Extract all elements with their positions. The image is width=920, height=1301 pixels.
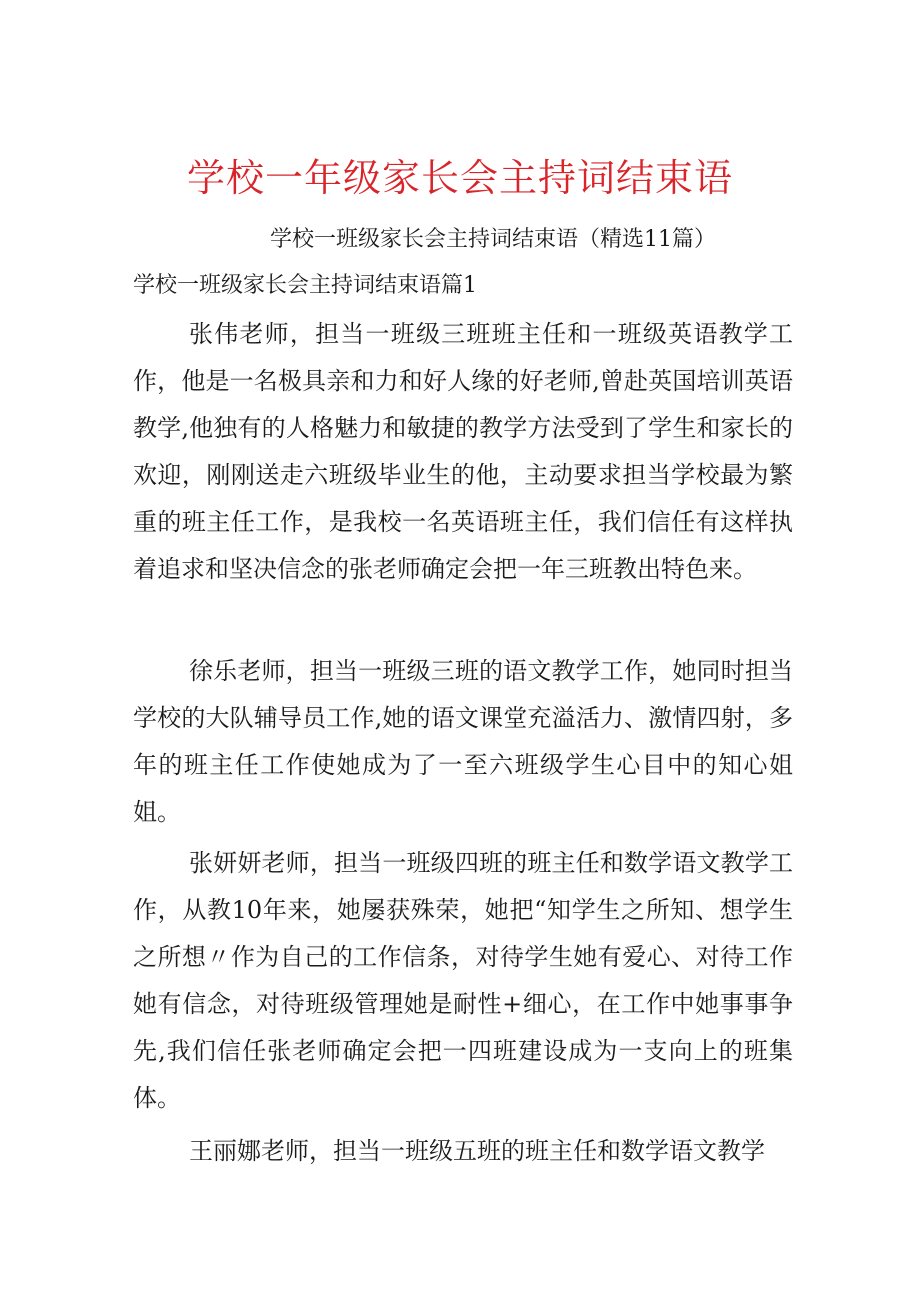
section-heading: 学校一班级家长会主持词结束语篇1 bbox=[133, 273, 477, 298]
document-title: 学校一年级家长会主持词结束语 bbox=[186, 156, 733, 200]
paragraph: 王丽娜老师，担当一班级五班的班主任和数学语文教学 bbox=[189, 1137, 765, 1165]
paragraph: 张伟老师，担当一班级三班班主任和一班级英语教学工作，他是一名极具亲和力和好人缘的好老师,曾赴英国培训英语教学,他独有的人格魅力和敏捷的教学方法受到了学生和家长的欢迎，刚刚送走六班级毕业生的他，主动要求担当学校最为繁重的班主任工作，是我校一名英语班主任，我们信任有这样执着追求和坚决信念的张老师确定会把一年三班教出特色来。 bbox=[133, 320, 793, 583]
paragraph: 徐乐老师，担当一班级三班的语文教学工作，她同时担当学校的大队辅导员工作,她的语文课堂充溢活力、激情四射，多年的班主任工作使她成为了一至六班级学生心目中的知心姐姐。 bbox=[133, 657, 793, 826]
document-subtitle: 学校一班级家长会主持词结束语（精选11篇） bbox=[270, 227, 716, 252]
paragraph: 张妍妍老师，担当一班级四班的班主任和数学语文教学工作，从教10年来，她屡获殊荣，她把“知学生之所知、想学生之所想〃作为自己的工作信条，对待学生她有爱心、对待工作她有信念，对待班级管理她是耐性+细心，在工作中她事事争先,我们信任张老师确定会把一四班建设成为一支向上的班集体。 bbox=[133, 849, 793, 1112]
